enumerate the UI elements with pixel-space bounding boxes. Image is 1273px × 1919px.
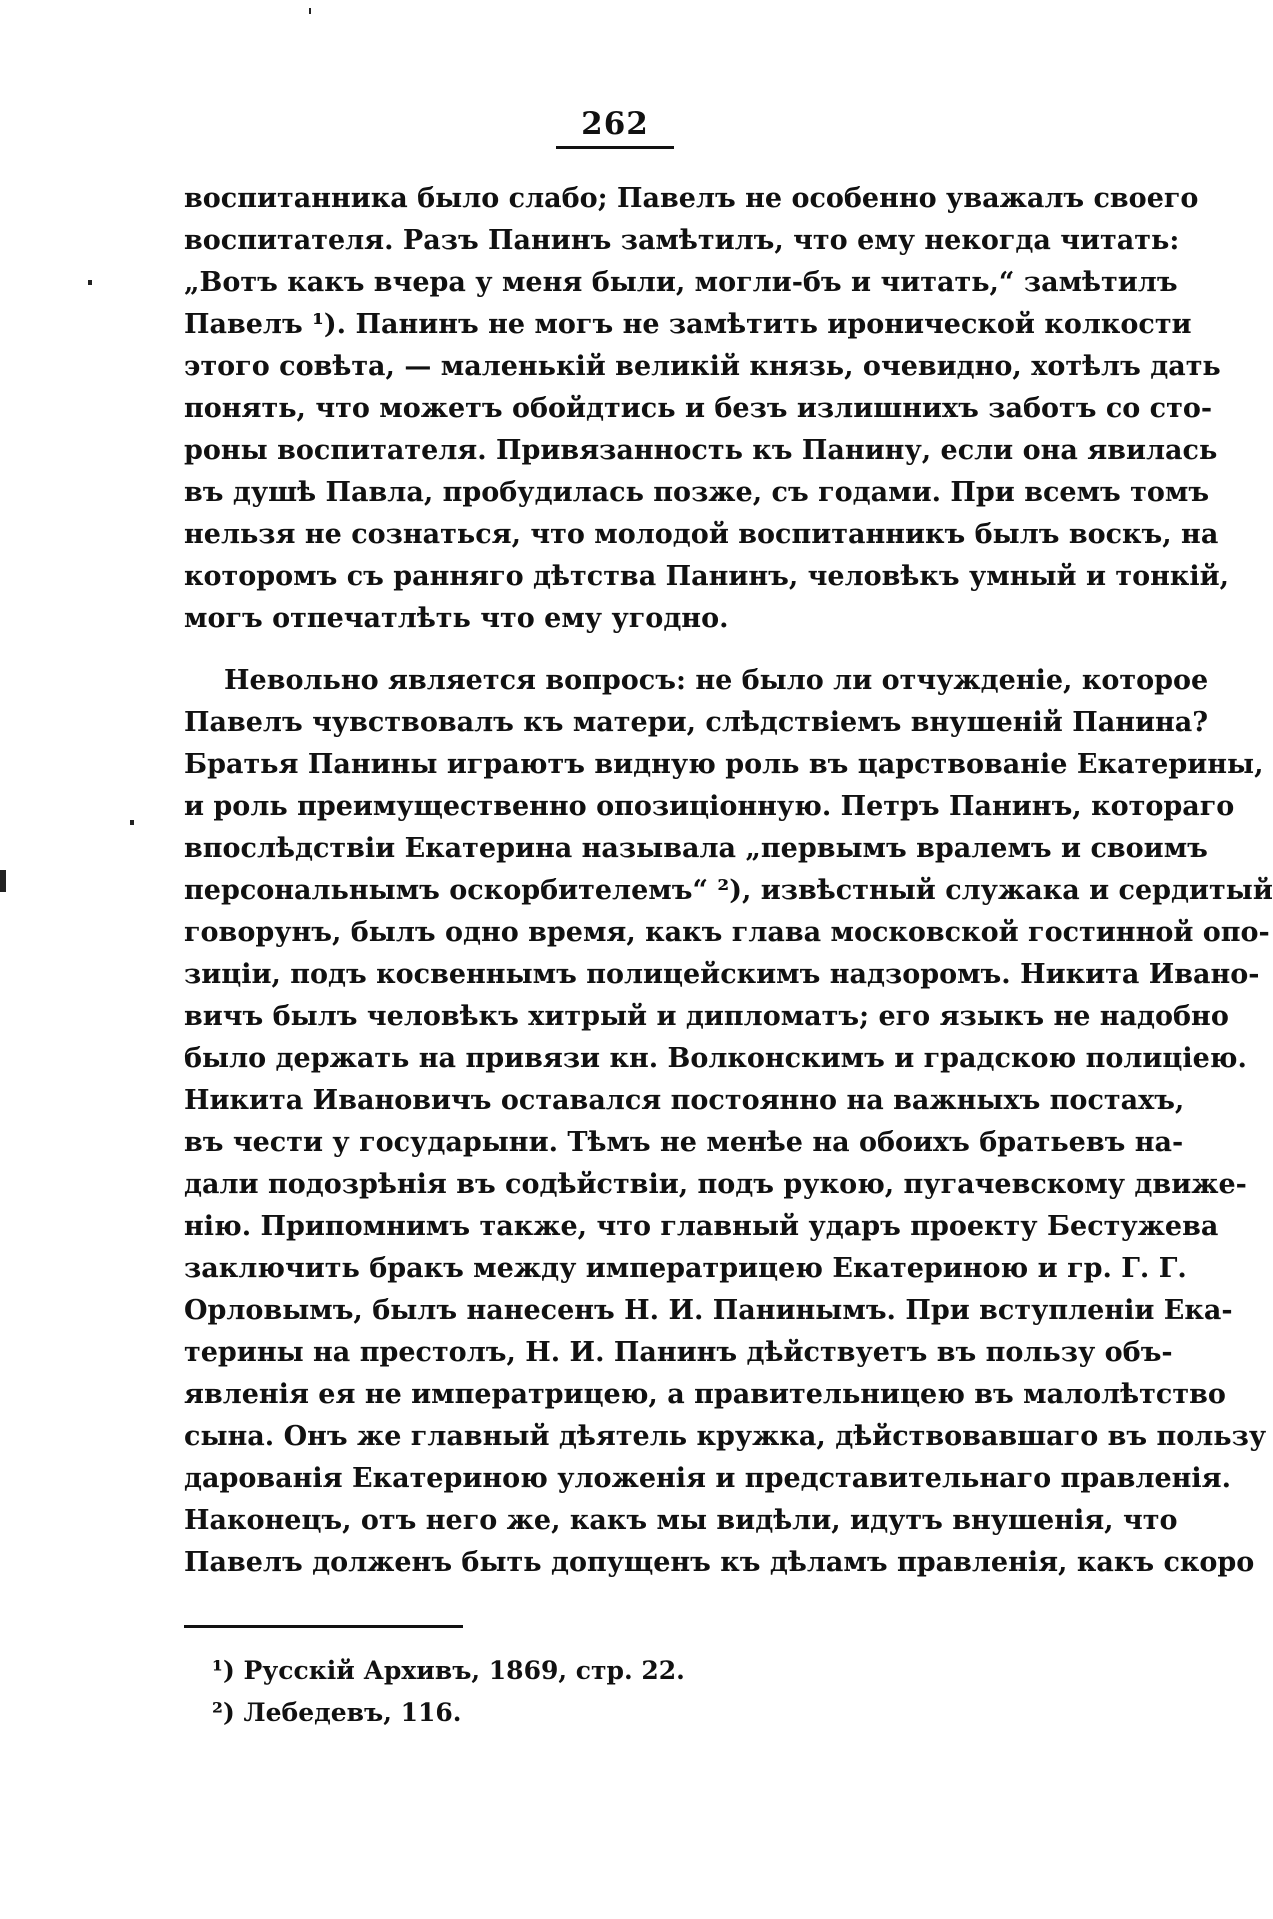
footnote: [212, 1692, 685, 1734]
text-line: дали подозрѣнія въ содѣйствіи, подъ рукою, пугачевскому движе-: [184, 1169, 1247, 1200]
text-line: нію. Припомнимъ также, что главный ударъ проекту Бестужева: [184, 1211, 1219, 1242]
text-line: нельзя не сознаться, что молодой воспитанникъ былъ воскъ, на: [184, 519, 1219, 550]
page-number-rule: [556, 146, 674, 149]
text-line: воспитанника было слабо; Павелъ не особенно уважалъ своего: [184, 183, 1199, 214]
scan-speck: [88, 280, 92, 285]
text-line: въ чести у государыни. Тѣмъ не менѣе на обоихъ братьевъ на-: [184, 1127, 1184, 1158]
text-line: терины на престолъ, Н. И. Панинъ дѣйствуетъ въ пользу объ-: [184, 1337, 1173, 1368]
paragraph: [184, 660, 1273, 1584]
footnote-text: Русскій Архивъ, 1869, стр. 22.: [243, 1656, 685, 1685]
text-line: Павелъ чувствовалъ къ матери, слѣдствіемъ внушеній Панина?: [184, 707, 1209, 738]
text-body: [184, 178, 1273, 1584]
footnote-rule: [184, 1625, 463, 1628]
text-line: и роль преимущественно опозиціонную. Петръ Панинъ, котораго: [184, 791, 1235, 822]
text-line: понять, что можетъ обойдтись и безъ излишнихъ заботъ со сто-: [184, 393, 1213, 424]
text-line: было держать на привязи кн. Волконскимъ и градскою полиціею.: [184, 1043, 1247, 1074]
text-line: заключить бракъ между императрицею Екатериною и гр. Г. Г.: [184, 1253, 1187, 1284]
text-line: Невольно является вопросъ: не было ли отчужденіе, которое: [224, 665, 1209, 696]
text-line: которомъ съ ранняго дѣтства Панинъ, человѣкъ умный и тонкій,: [184, 561, 1230, 592]
footnote: [212, 1650, 685, 1692]
text-line: вичъ былъ человѣкъ хитрый и дипломатъ; его языкъ не надобно: [184, 1001, 1229, 1032]
scan-speck: [130, 820, 134, 825]
text-line: явленія ея не императрицею, а правительницею въ малолѣтство: [184, 1379, 1226, 1410]
footnote-text: Лебедевъ, 116.: [243, 1698, 462, 1727]
page-number: 262: [581, 106, 649, 142]
paragraph-gap: [184, 640, 1044, 660]
text-line: могъ отпечатлѣть что ему угодно.: [184, 603, 729, 634]
text-line: Братья Панины играютъ видную роль въ царствованіе Екатерины,: [184, 749, 1264, 780]
paragraph: [184, 178, 1230, 640]
text-line: этого совѣта, — маленькій великій князь, очевидно, хотѣлъ дать: [184, 351, 1221, 382]
text-line: зиціи, подъ косвеннымъ полицейскимъ надзоромъ. Никита Ивано-: [184, 959, 1260, 990]
text-line: Наконецъ, отъ него же, какъ мы видѣли, идутъ внушенія, что: [184, 1505, 1178, 1536]
footnotes: [212, 1650, 685, 1734]
footnote-mark: ¹): [212, 1656, 235, 1685]
text-line: Павелъ долженъ быть допущенъ къ дѣламъ правленія, какъ скоро: [184, 1547, 1255, 1578]
text-line: Павелъ ¹). Панинъ не могъ не замѣтить иронической колкости: [184, 309, 1192, 340]
text-line: персональнымъ оскорбителемъ“ ²), извѣстный служака и сердитый: [184, 875, 1273, 906]
text-line: сына. Онъ же главный дѣятель кружка, дѣйствовавшаго въ пользу: [184, 1421, 1267, 1452]
text-line: впослѣдствіи Екатерина называла „первымъ вралемъ и своимъ: [184, 833, 1208, 864]
text-line: Никита Ивановичъ оставался постоянно на важныхъ постахъ,: [184, 1085, 1185, 1116]
text-line: дарованія Екатериною уложенія и представительнаго правленія.: [184, 1463, 1232, 1494]
scan-speck: [309, 8, 311, 14]
text-line: Орловымъ, былъ нанесенъ Н. И. Панинымъ. При вступленіи Ека-: [184, 1295, 1233, 1326]
scan-speck: [0, 870, 6, 892]
text-line: воспитателя. Разъ Панинъ замѣтилъ, что ему некогда читать:: [184, 225, 1180, 256]
footnote-mark: ²): [212, 1698, 235, 1727]
text-line: говорунъ, былъ одно время, какъ глава московской гостинной опо-: [184, 917, 1270, 948]
text-line: роны воспитателя. Привязанность къ Панину, если она явилась: [184, 435, 1218, 466]
text-line: въ душѣ Павла, пробудилась позже, съ годами. При всемъ томъ: [184, 477, 1210, 508]
text-line: „Вотъ какъ вчера у меня были, могли-бъ и читать,“ замѣтилъ: [184, 267, 1178, 298]
